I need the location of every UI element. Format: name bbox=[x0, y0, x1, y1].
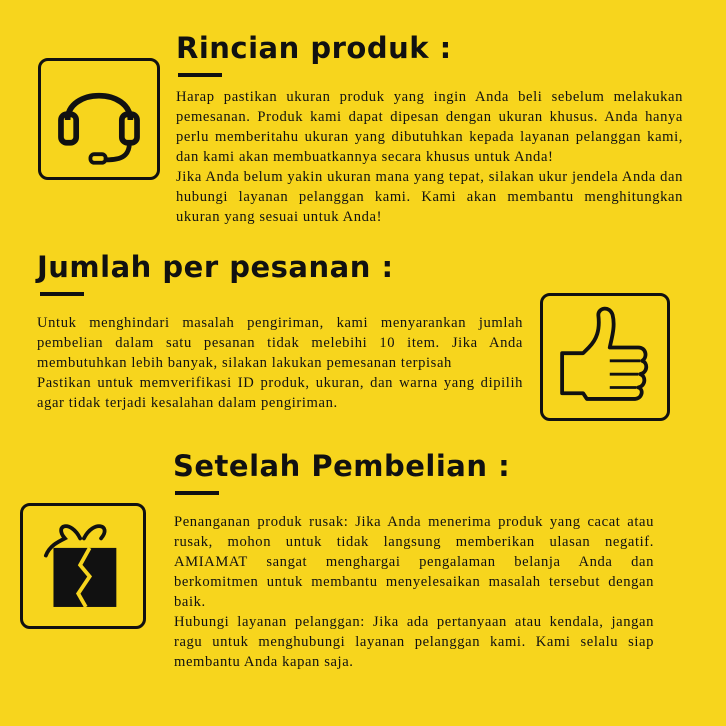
section-text-rincian bbox=[176, 87, 683, 227]
section-text-jumlah bbox=[37, 313, 523, 413]
paragraph: Harap pastikan ukuran produk yang ingin Anda beli sebelum melakukan pemesanan. Produk kami dapat dipesan dengan ukuran khusus. Anda hanya perlu memberitahu ukuran yang dibutuhkan kepada layanan pelanggan kami, dan kami akan membuatkannya secara khusus untuk Anda! bbox=[176, 89, 683, 165]
section-heading-setelah: Setelah Pembelian : bbox=[173, 449, 511, 483]
heading-underline bbox=[178, 73, 222, 77]
headset-icon bbox=[38, 58, 160, 180]
heading-underline bbox=[175, 491, 219, 495]
paragraph: Untuk menghindari masalah pengiriman, kami menyarankan jumlah pembelian dalam satu pesanan tidak melebihi 10 item. Jika Anda membutuhkan lebih banyak, silakan lakukan pemesanan terpisah bbox=[37, 315, 523, 371]
section-heading-rincian: Rincian produk : bbox=[176, 31, 452, 65]
section-text-setelah bbox=[174, 512, 654, 672]
paragraph: Pastikan untuk memverifikasi ID produk, ukuran, dan warna yang dipilih agar tidak terjadi kesalahan dalam pengiriman. bbox=[37, 375, 523, 411]
heading-underline bbox=[40, 292, 84, 296]
paragraph: Hubungi layanan pelanggan: Jika ada pertanyaan atau kendala, jangan ragu untuk menghubungi layanan pelanggan kami. Kami selalu siap membantu Anda kapan saja. bbox=[174, 614, 654, 670]
thumbs-up-icon bbox=[540, 293, 670, 421]
paragraph: Jika Anda belum yakin ukuran mana yang tepat, silakan ukur jendela Anda dan hubungi layanan pelanggan kami. Kami akan membantu menghitungkan ukuran yang sesuai untuk Anda! bbox=[176, 169, 683, 225]
section-heading-jumlah: Jumlah per pesanan : bbox=[37, 250, 394, 284]
paragraph: Penanganan produk rusak: Jika Anda menerima produk yang cacat atau rusak, mohon untuk tidak langsung memberikan ulasan negatif. AMIAMAT sangat menghargai pengalaman belanja Anda dan berkomitmen untuk membantu menyelesaikan masalah tersebut dengan baik. bbox=[174, 514, 654, 610]
broken-gift-icon bbox=[20, 503, 146, 629]
